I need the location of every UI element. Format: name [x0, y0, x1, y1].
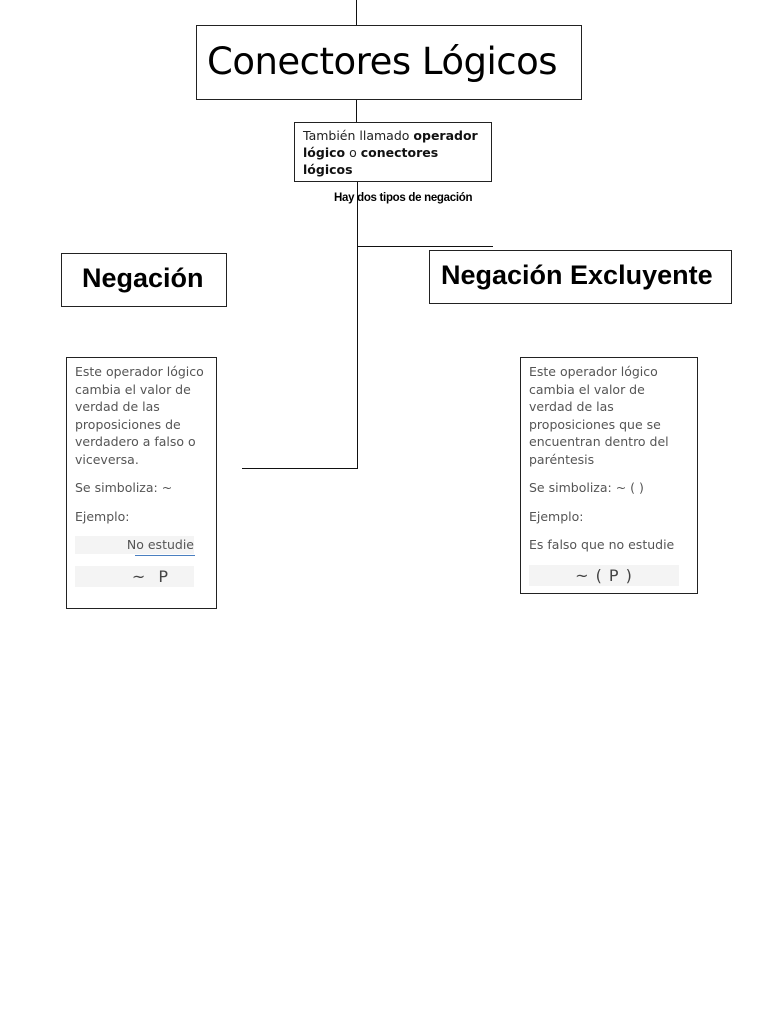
connector-right-branch [357, 246, 493, 247]
negation-example-underline [135, 555, 195, 556]
title-box [196, 25, 582, 100]
exclusive-negation-example: Es falso que no estudie [529, 537, 675, 552]
exclusive-negation-title: Negación Excluyente [441, 260, 713, 290]
connector-left-branch [242, 468, 358, 469]
negation-example: No estudie [75, 536, 194, 554]
exclusive-negation-title-box [429, 250, 732, 304]
negation-card [66, 357, 217, 609]
negation-example-label: Ejemplo: [75, 508, 130, 524]
definition-joiner: o [345, 145, 361, 160]
connector-trunk [357, 182, 358, 469]
diagram-title: Conectores Lógicos [207, 40, 557, 83]
exclusive-negation-card [520, 357, 698, 594]
types-label: Hay dos tipos de negación [334, 192, 473, 204]
negation-symbol: ~ P [75, 566, 194, 588]
definition-term-2: conectores lógicos [303, 145, 439, 177]
exclusive-negation-description: Este operador lógico cambia el valor de verdad de las proposiciones que se encuentran dentro del paréntesis [529, 364, 669, 467]
connector-top [356, 0, 357, 25]
negation-title-box [61, 253, 227, 307]
connector-title-definition [356, 100, 357, 122]
exclusive-negation-example-label: Ejemplo: [529, 508, 584, 524]
exclusive-negation-symbolizes: Se simboliza: ~ ( ) [529, 480, 644, 495]
definition-prefix: También llamado [303, 128, 414, 143]
exclusive-negation-symbol: ~ ( P ) [529, 565, 679, 587]
negation-symbolizes: Se simboliza: ~ [75, 480, 173, 495]
negation-title: Negación [82, 263, 204, 293]
negation-description: Este operador lógico cambia el valor de verdad de las proposiciones de verdadero a falso o viceversa. [75, 364, 204, 467]
definition-term-1: operador lógico [303, 128, 478, 160]
definition-box [294, 122, 492, 182]
